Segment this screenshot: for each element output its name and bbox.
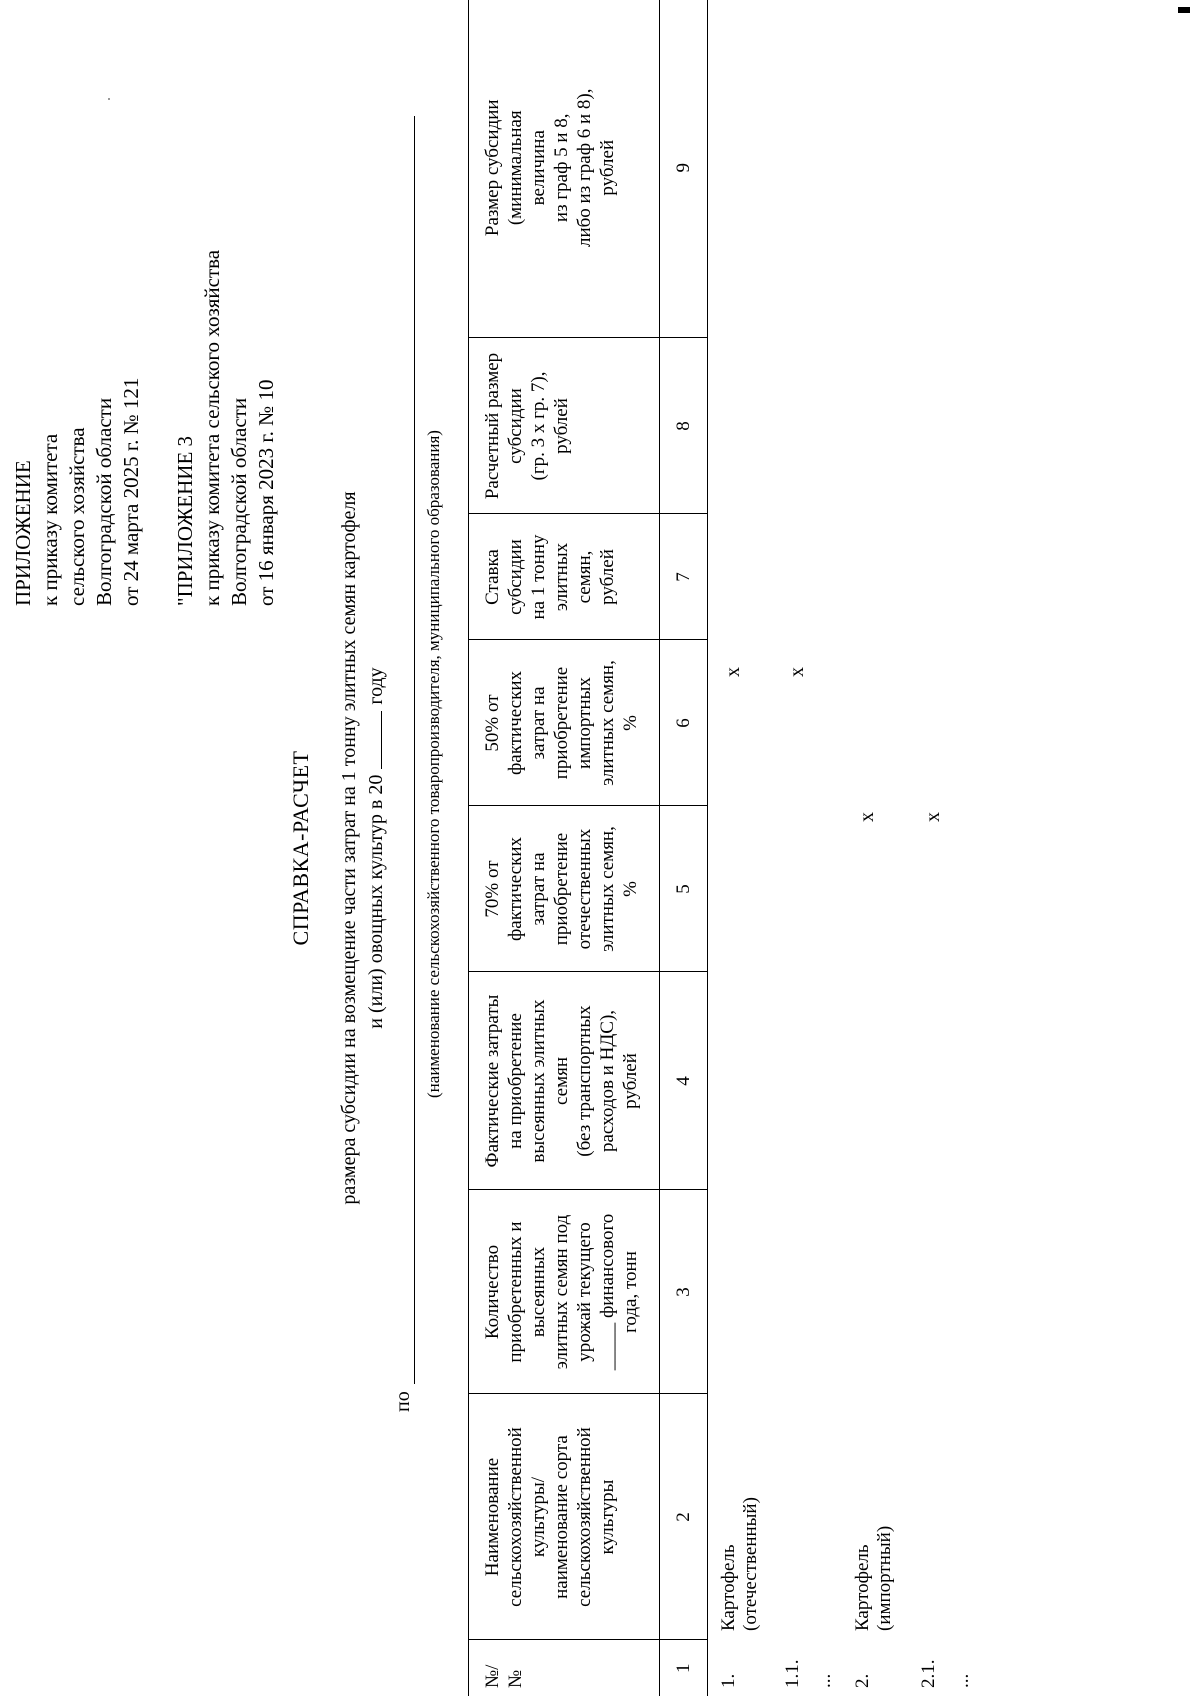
header-cell: 50% от фактических затрат на приобретение импортных элитных семян, % [469,640,660,806]
subtitle-line-2 [363,0,390,1696]
approval-line: к приказу комитета [38,433,62,606]
producer-line [392,116,416,1412]
row-number: 1. [718,1673,739,1688]
approval-line: сельского хозяйства [65,427,89,606]
row-cell-x: x [786,667,808,677]
column-number: 7 [660,514,708,640]
header-cell: Количество приобретенных и высеянных элитных семян под урожай текущего _____ финансового года, тонн [469,1190,660,1394]
column-number-row [660,0,708,1696]
subsidy-table [468,0,708,1696]
header-cell: Ставка субсидии на 1 тонну элитных семян, рублей [469,514,660,640]
approval-line: "ПРИЛОЖЕНИЕ 3 [173,435,197,606]
header-cell: 70% от фактических затрат на приобретение отечественных элитных семян, % [469,806,660,972]
subtitle-line-2-start: и (или) овощных культур в 20 [365,774,387,1029]
scan-artifact [108,98,110,100]
approval-line: к приказу комитета сельского хозяйства [200,249,224,606]
approval-line: ПРИЛОЖЕНИЕ [11,460,35,606]
po-label: по [392,1391,414,1412]
row-number: ... [814,1673,835,1688]
header-cell: Наименование сельскохозяйственной культуры/ наименование сорта сельскохозяйственной культуры [469,1394,660,1640]
row-number: 1.1. [782,1659,803,1688]
row-number: 2. [852,1673,873,1688]
column-number: 8 [660,338,708,514]
producer-blank-line [414,116,415,1384]
subtitle-line-2-end: году [365,667,387,705]
header-cell: №/ № [469,1640,660,1696]
row-number: ... [952,1673,973,1688]
approval-block [10,250,280,606]
column-number: 3 [660,1190,708,1394]
column-number: 2 [660,1394,708,1640]
approval-line: Волгоградской области [92,397,116,606]
approval-line: Волгоградской области [227,397,251,606]
column-number: 1 [660,1640,708,1696]
row-cell-x: x [856,812,878,822]
column-number: 6 [660,640,708,806]
approval-line: от 16 января 2023 г. № 10 [254,379,278,606]
header-cell: Фактические затраты на приобретение высеянных элитных семян (без транспортных расходов и НДС), рублей [469,972,660,1190]
document-title: СПРАВКА-РАСЧЕТ [288,750,313,946]
approval-line [145,250,172,606]
producer-caption: (наименование сельскохозяйственного товаропроизводителя, муниципального образования) [424,430,443,1098]
header-cell: Размер субсидии (минимальная величина из граф 5 и 8, либо из граф 6 и 8), рублей [469,0,660,338]
year-blank [363,711,382,769]
document-subtitle [336,0,390,1696]
row-number: 2.1. [918,1659,939,1688]
column-number: 9 [660,0,708,338]
subtitle-line-1: размера субсидии на возмещение части затрат на 1 тонну элитных семян картофеля [338,491,360,1205]
row-name: Картофель (отечественный) [718,1497,761,1631]
row-name: Картофель (импортный) [852,1525,895,1631]
approval-line: от 24 марта 2025 г. № 121 [119,377,143,606]
column-number: 4 [660,972,708,1190]
scan-artifact [1178,7,1190,13]
row-cell-x: x [922,812,944,822]
table-header-row [469,0,660,1696]
header-cell: Расчетный размер субсидии (гр. 3 х гр. 7), рублей [469,338,660,514]
column-number: 5 [660,806,708,972]
row-cell-x: x [722,667,744,677]
